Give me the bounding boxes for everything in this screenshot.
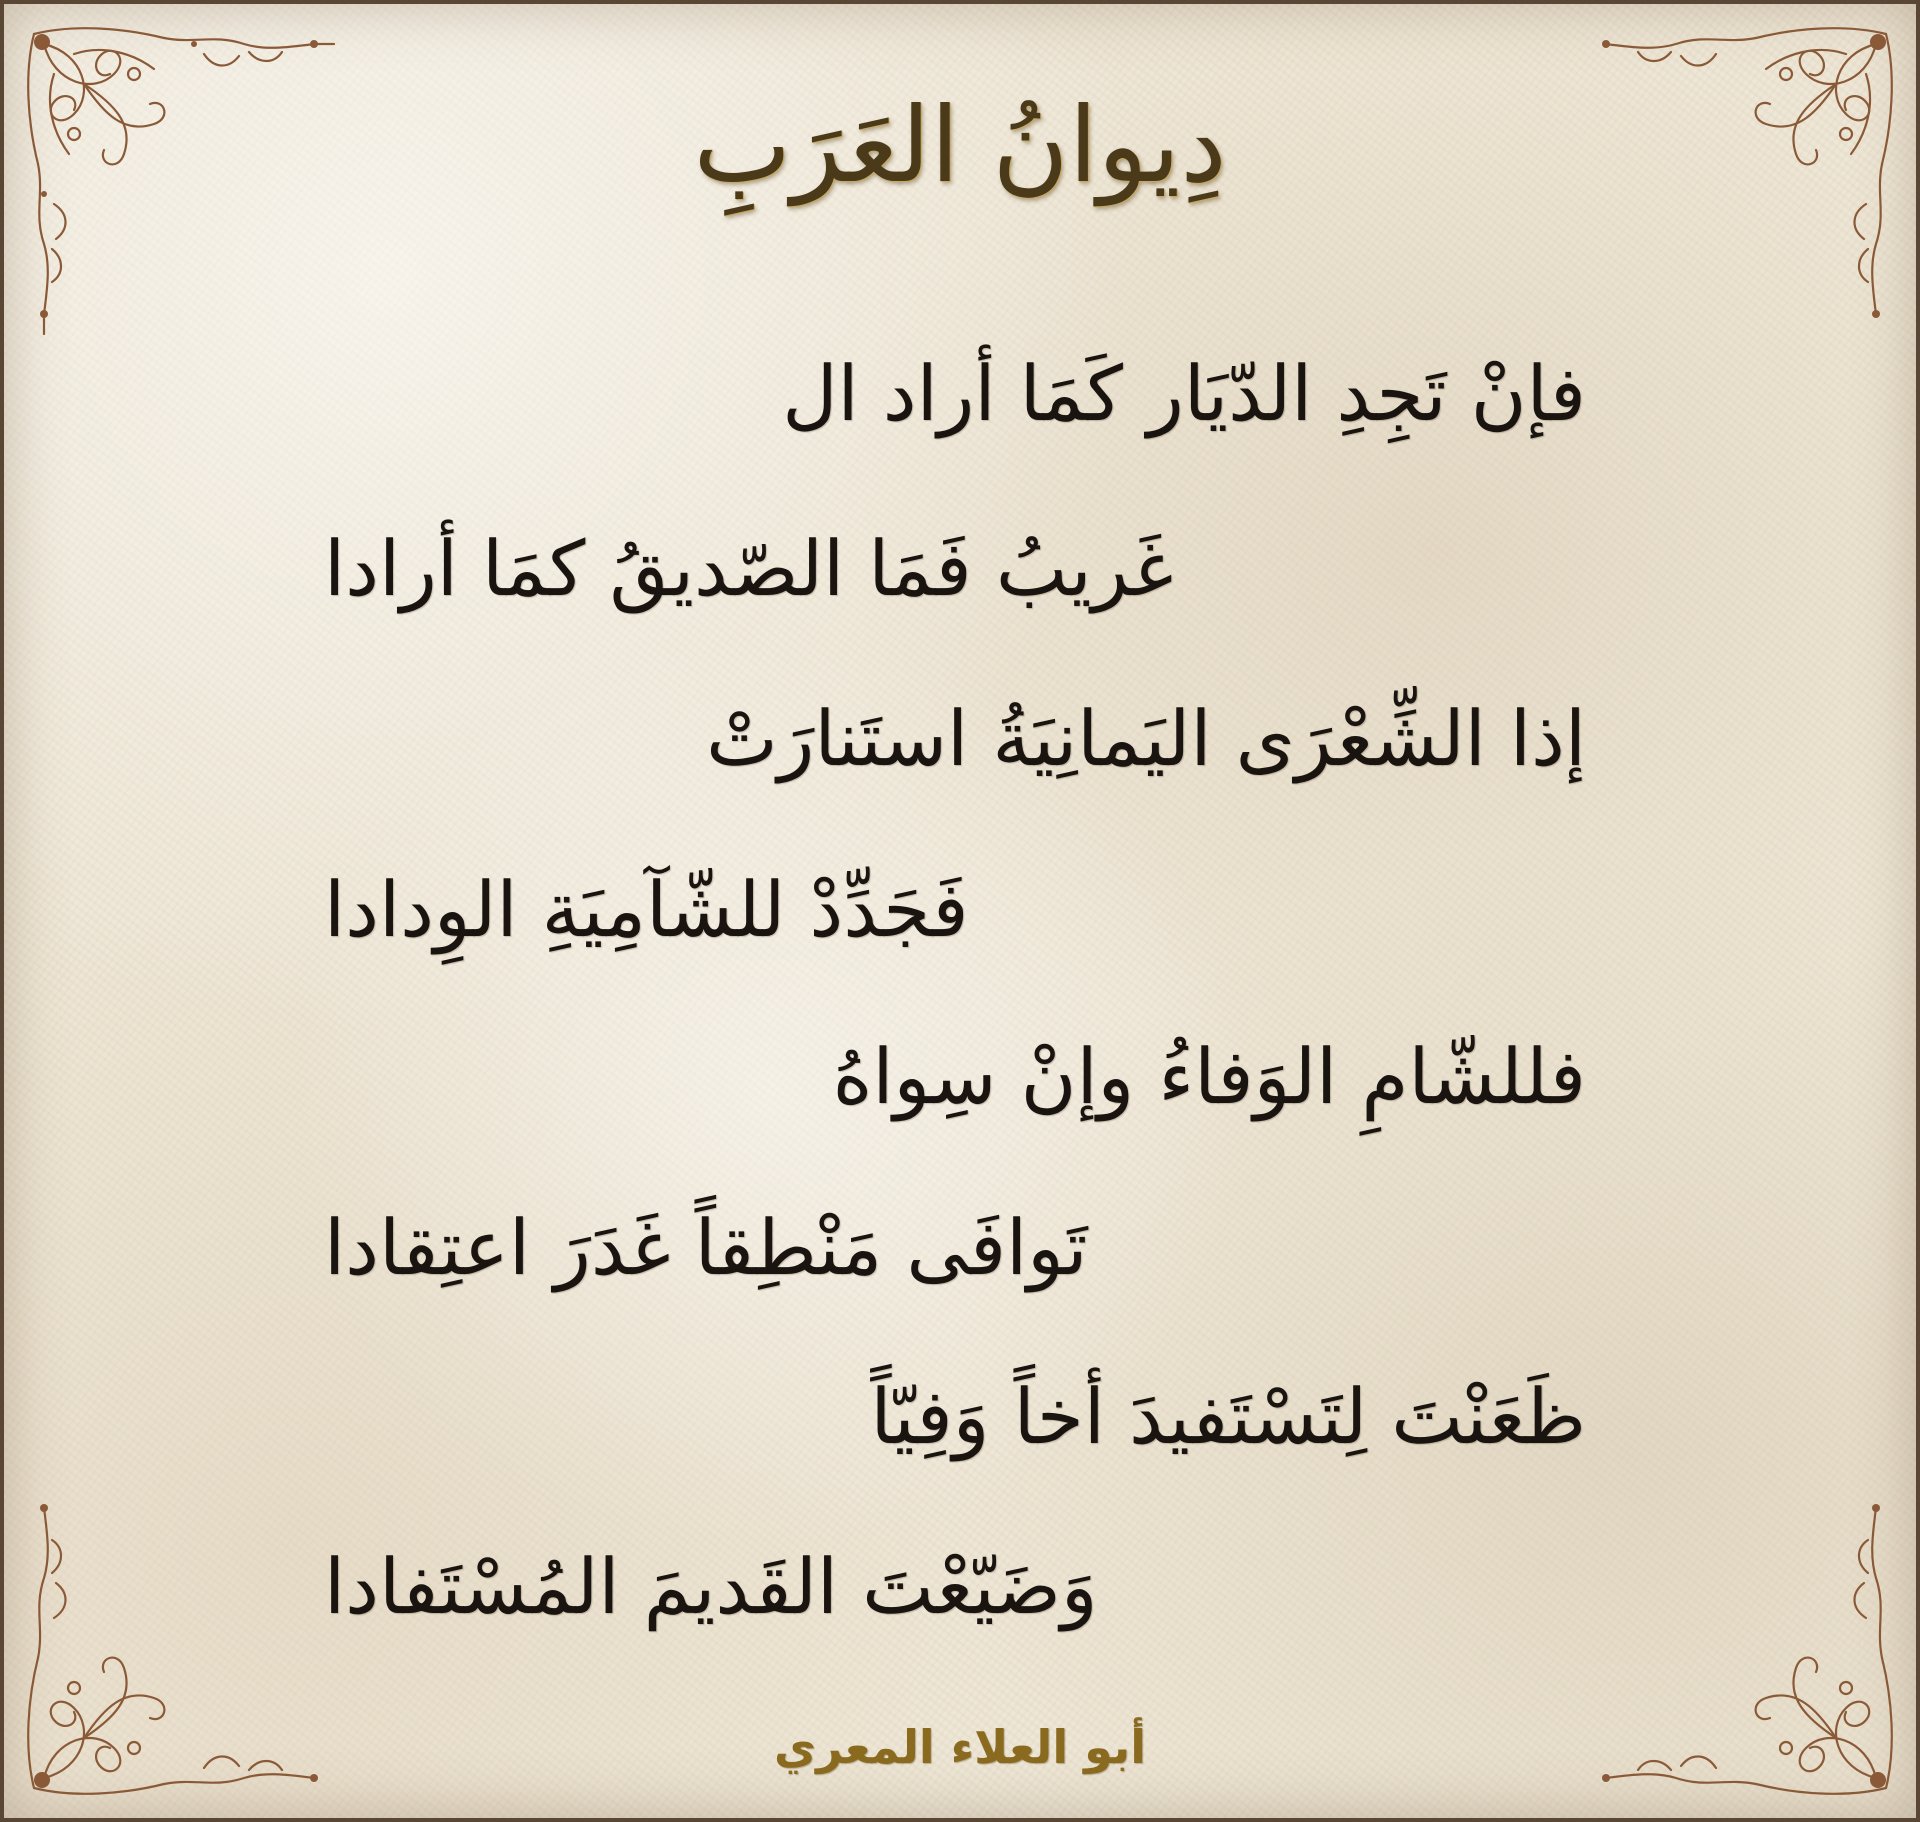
poem-line: تَوافَى مَنْطِقاً غَدَرَ اعتِقادا <box>324 1203 1088 1292</box>
poem-line: ظَعَنْتَ لِتَسْتَفيدَ أخاً وَفِيّاً <box>870 1372 1586 1461</box>
poem-line: غَريبُ فَمَا الصّديقُ كمَا أرادا <box>324 524 1174 613</box>
page-title: دِيوانُ العَرَبِ <box>693 84 1227 206</box>
poem-line: فإنْ تَجِدِ الدّيَار كَمَا أراد ال <box>782 349 1586 438</box>
poem-line: فللشّامِ الوَفاءُ وإنْ سِواهُ <box>832 1032 1586 1121</box>
poem-line: فَجَدِّدْ للشّآمِيَةِ الوِدادا <box>324 865 969 954</box>
poem-line: إذا الشِّعْرَى اليَمانِيَةُ استَنارَتْ <box>706 694 1586 783</box>
poet-name: أبو العلاء المعري <box>774 1720 1146 1774</box>
poem-line: وَضَيّعْتَ القَديمَ المُسْتَفادا <box>324 1542 1098 1631</box>
